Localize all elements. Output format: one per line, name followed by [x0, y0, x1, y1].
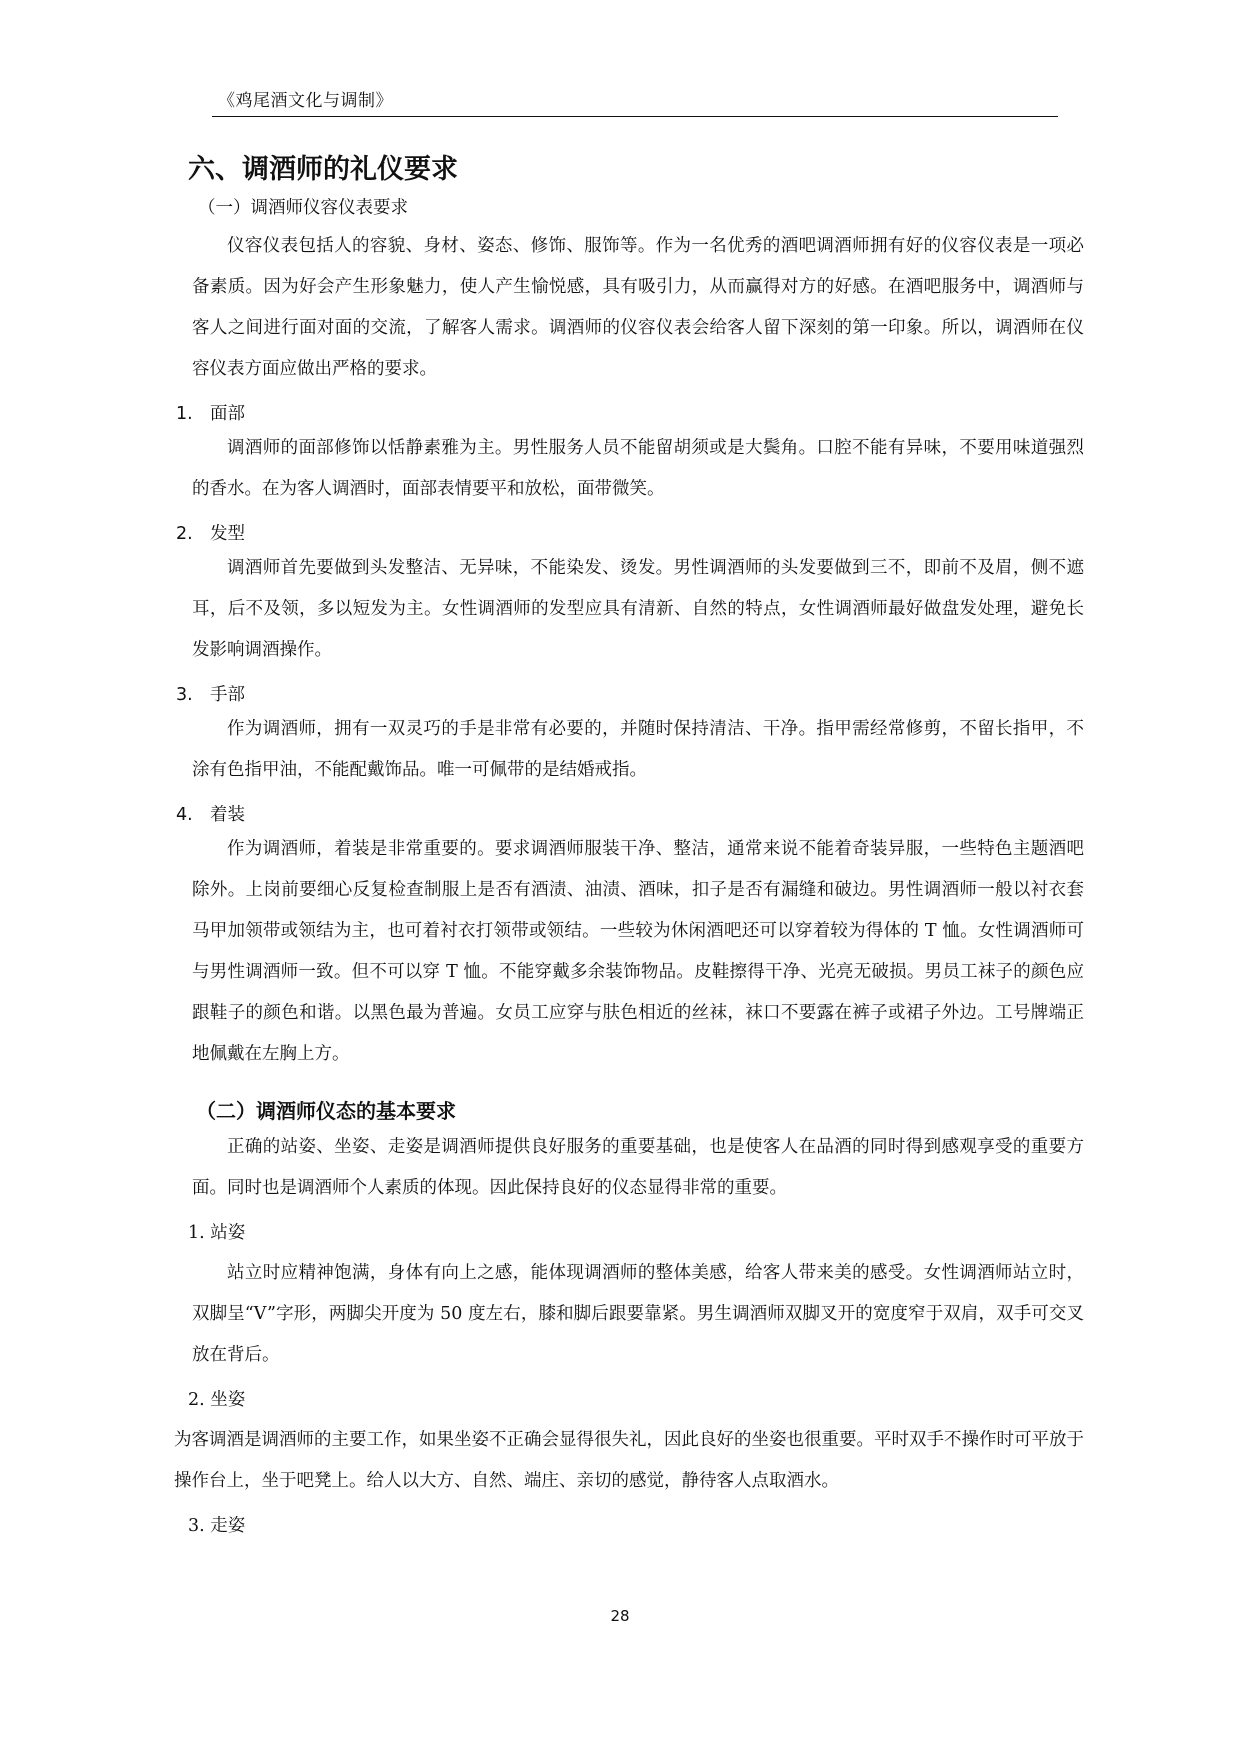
paragraph-hands: 作为调酒师，拥有一双灵巧的手是非常有必要的，并随时保持清洁、干净。指甲需经常修剪，不留长指甲，不涂有色指甲油，不能配戴饰品。唯一可佩带的是结婚戒指。 — [192, 719, 1084, 780]
section-title: 六、调酒师的礼仪要求 — [188, 154, 458, 185]
item-label: 着装 — [210, 805, 245, 825]
paragraph-attire: 作为调酒师，着装是非常重要的。要求调酒师服装干净、整洁，通常来说不能着奇装异服，一些特色主题酒吧除外。上岗前要细心反复检查制服上是否有酒渍、油渍、酒味，扣子是否有漏缝和破边。男性调酒师一般以衬衣套马甲加领带或领结为主，也可着衬衣打领带或领结。一些较为休闲酒吧还可以穿着较为得体的 T 恤。女性调酒师可与男性调酒师一致。但不可以穿 T 恤。不能穿戴多余装饰物品。皮鞋擦得干净、光亮无破损。男员工袜子的颜色应跟鞋子的颜色和谐。以黑色最为普遍。女员工应穿与肤色相近的丝袜，袜口不要露在裤子或裙子外边。工号牌端正地佩戴在左胸上方。 — [192, 839, 1084, 1064]
item-heading-attire — [176, 801, 1084, 829]
header-rule — [212, 116, 1058, 117]
item-heading-standing: 1. 站姿 — [188, 1223, 246, 1243]
item-heading-face — [176, 400, 1084, 428]
page-number: 28 — [610, 1607, 630, 1625]
item-number: 1. — [176, 404, 193, 424]
item-heading-walking: 3. 走姿 — [188, 1516, 246, 1536]
item-number: 4. — [176, 805, 193, 825]
item-label: 面部 — [210, 404, 245, 424]
item-heading-hands — [176, 681, 1084, 709]
subsection-title-2: （二）调酒师仪态的基本要求 — [196, 1099, 456, 1123]
item-label: 发型 — [210, 524, 245, 544]
item-number: 3. — [176, 685, 193, 705]
paragraph-intro-1: 仪容仪表包括人的容貌、身材、姿态、修饰、服饰等。作为一名优秀的酒吧调酒师拥有好的仪容仪表是一项必备素质。因为好会产生形象魅力，使人产生愉悦感，具有吸引力，从而赢得对方的好感。在酒吧服务中，调酒师与客人之间进行面对面的交流，了解客人需求。调酒师的仪容仪表会给客人留下深刻的第一印象。所以，调酒师在仪容仪表方面应做出严格的要求。 — [192, 236, 1084, 379]
paragraph-standing: 站立时应精神饱满，身体有向上之感，能体现调酒师的整体美感，给客人带来美的感受。女性调酒师站立时，双脚呈“V”字形，两脚尖开度为 50 度左右，膝和脚后跟要靠紧。男生调酒师双脚叉开的宽度窄于双肩，双手可交叉放在背后。 — [192, 1263, 1084, 1365]
item-heading-hair — [176, 520, 1084, 548]
paragraph-sitting: 为客调酒是调酒师的主要工作，如果坐姿不正确会显得很失礼，因此良好的坐姿也很重要。平时双手不操作时可平放于操作台上，坐于吧凳上。给人以大方、自然、端庄、亲切的感觉，静待客人点取酒水。 — [174, 1430, 1084, 1491]
item-heading-sitting: 2. 坐姿 — [188, 1390, 246, 1410]
paragraph-hair: 调酒师首先要做到头发整洁、无异味，不能染发、烫发。男性调酒师的头发要做到三不，即前不及眉，侧不遮耳，后不及领，多以短发为主。女性调酒师的发型应具有清新、自然的特点，女性调酒师最好做盘发处理，避免长发影响调酒操作。 — [192, 558, 1084, 660]
paragraph-intro-2: 正确的站姿、坐姿、走姿是调酒师提供良好服务的重要基础，也是使客人在品酒的同时得到感观享受的重要方面。同时也是调酒师个人素质的体现。因此保持良好的仪态显得非常的重要。 — [192, 1137, 1084, 1198]
running-header: 《鸡尾酒文化与调制》 — [218, 91, 393, 111]
subsection-title-1: （一）调酒师仪容仪表要求 — [198, 198, 408, 218]
item-label: 手部 — [210, 685, 245, 705]
paragraph-face: 调酒师的面部修饰以恬静素雅为主。男性服务人员不能留胡须或是大鬓角。口腔不能有异味，不要用味道强烈的香水。在为客人调酒时，面部表情要平和放松，面带微笑。 — [192, 438, 1084, 499]
item-number: 2. — [176, 524, 193, 544]
page-content — [174, 150, 1084, 1546]
